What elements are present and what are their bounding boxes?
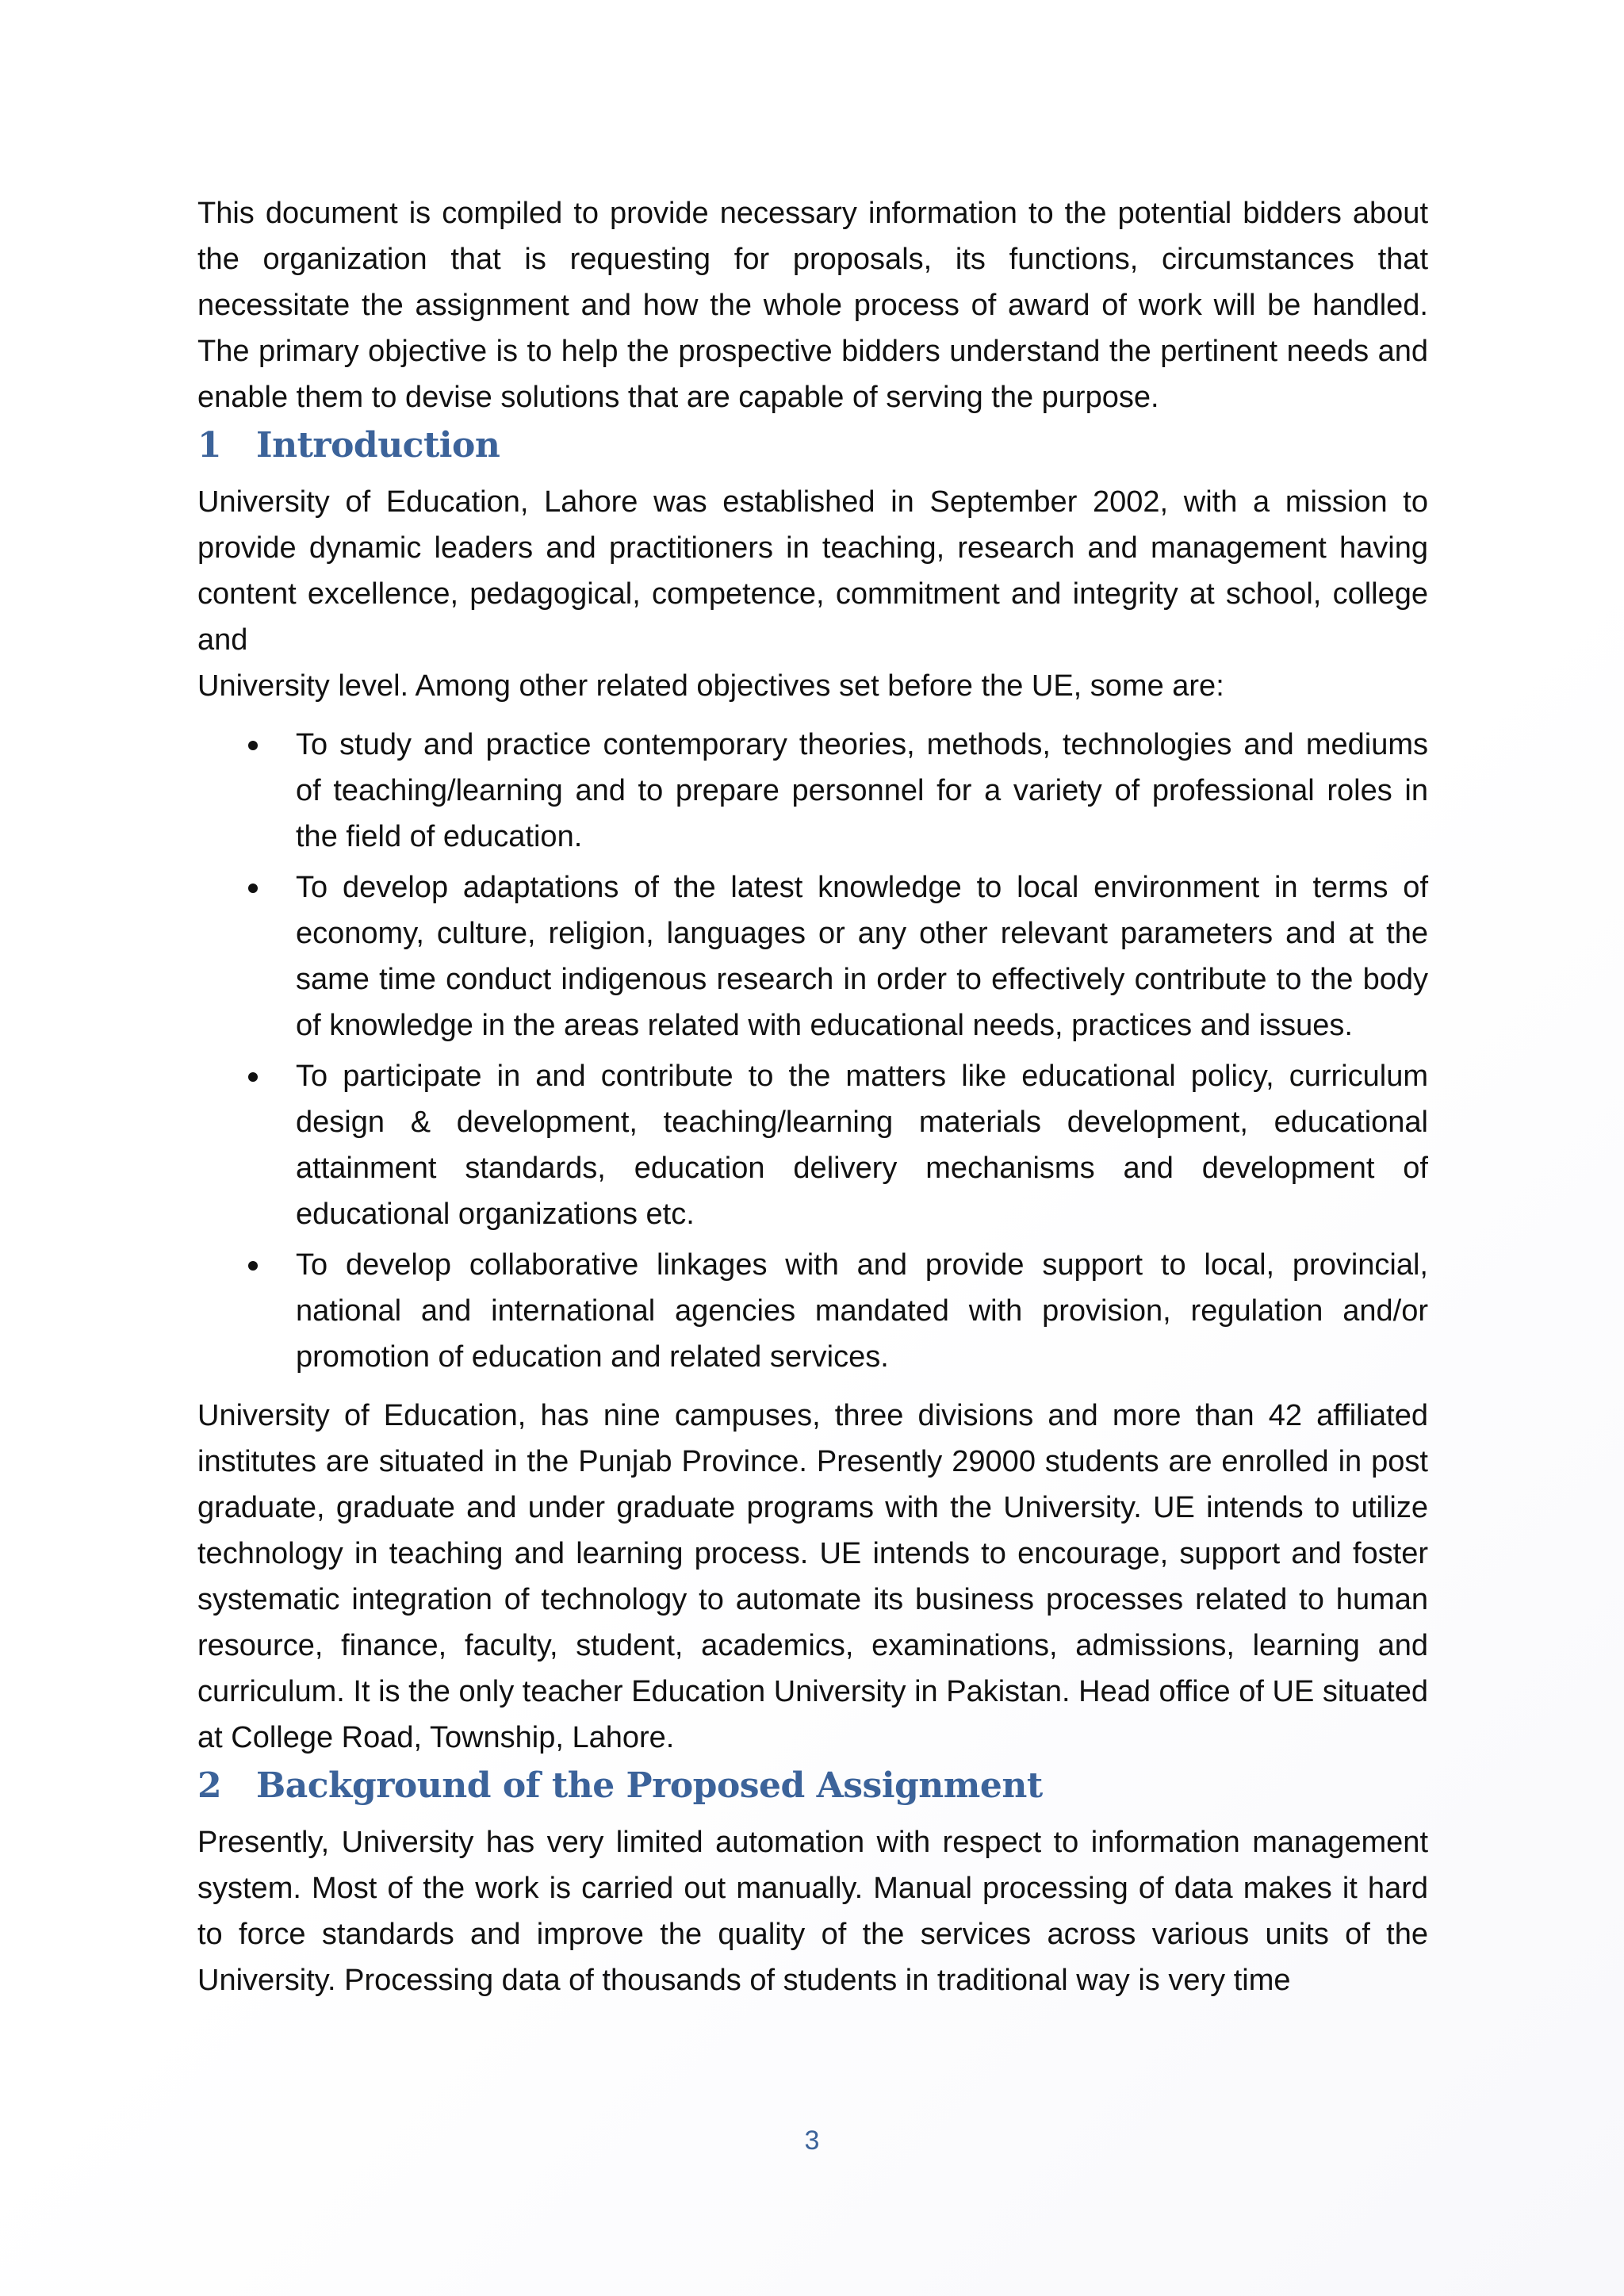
section-heading-background: [197, 1761, 1428, 1811]
introduction-paragraph-line-a: University of Education, Lahore was established in September 2002, with a mission to provide dynamic leaders and practitioners in teaching, research and management having content excellence, pedagogical, competence, commitment and integrity at school, college and: [197, 485, 1428, 657]
list-item: [197, 864, 1428, 1048]
page-number: 3: [804, 2125, 820, 2156]
list-item-text: To develop collaborative linkages with and provide support to local, provincial, national and international agencies mandated with provision, regulation and/or promotion of education and related services.: [296, 1248, 1428, 1374]
background-paragraph: Presently, University has very limited automation with respect to information management system. Most of the work is carried out manually. Manual processing of data makes it hard to force standards and improve the quality of the services across various units of the University. Processing data of thousands of students in traditional way is very time: [197, 1826, 1428, 1997]
campuses-paragraph: University of Education, has nine campuses, three divisions and more than 42 affiliated institutes are situated in the Punjab Province. Presently 29000 students are enrolled in post graduate, graduate and under graduate programs with the University. UE intends to utilize technology in teaching and learning process. UE intends to encourage, support and foster systematic integration of technology to automate its business processes related to human resource, finance, faculty, student, academics, examinations, admissions, learning and curriculum. It is the only teacher Education University in Pakistan. Head office of UE situated at College Road, Township, Lahore.: [197, 1399, 1428, 1754]
bullet-icon: [248, 1261, 258, 1271]
list-item: [197, 1053, 1428, 1237]
section-number: 2: [197, 1765, 222, 1806]
bullet-icon: [248, 884, 258, 893]
list-item-text: To study and practice contemporary theories, methods, technologies and mediums of teaching/learning and to prepare personnel for a variety of professional roles in the field of education.: [296, 728, 1428, 853]
bullet-icon: [248, 1072, 258, 1082]
list-item-text: To participate in and contribute to the matters like educational policy, curriculum design & development, teaching/learning materials development, educational attainment standards, education delivery mechanisms and development of educational organizations etc.: [296, 1060, 1428, 1231]
bullet-icon: [248, 741, 258, 750]
section-number: 1: [197, 425, 222, 466]
list-item-text: To develop adaptations of the latest knowledge to local environment in terms of economy, culture, religion, languages or any other relevant parameters and at the same time conduct indigenous research in order to effectively contribute to the body of knowledge in the areas related with educational needs, practices and issues.: [296, 871, 1428, 1042]
section-heading-introduction: [197, 420, 1428, 471]
intro-paragraph: This document is compiled to provide necessary information to the potential bidders about the organization that is requesting for proposals, its functions, circumstances that necessitate the assignment and how the whole process of award of work will be handled. The primary objective is to help the prospective bidders understand the pertinent needs and enable them to devise solutions that are capable of serving the purpose.: [197, 197, 1428, 414]
list-item: [197, 722, 1428, 860]
list-item: [197, 1242, 1428, 1380]
objectives-list: [197, 722, 1428, 1380]
page-content: [197, 190, 1428, 2003]
section-title: Background of the Proposed Assignment: [256, 1765, 1043, 1806]
section-title: Introduction: [256, 425, 500, 466]
introduction-paragraph-line-b: University level. Among other related objectives set before the UE, some are:: [197, 669, 1224, 703]
